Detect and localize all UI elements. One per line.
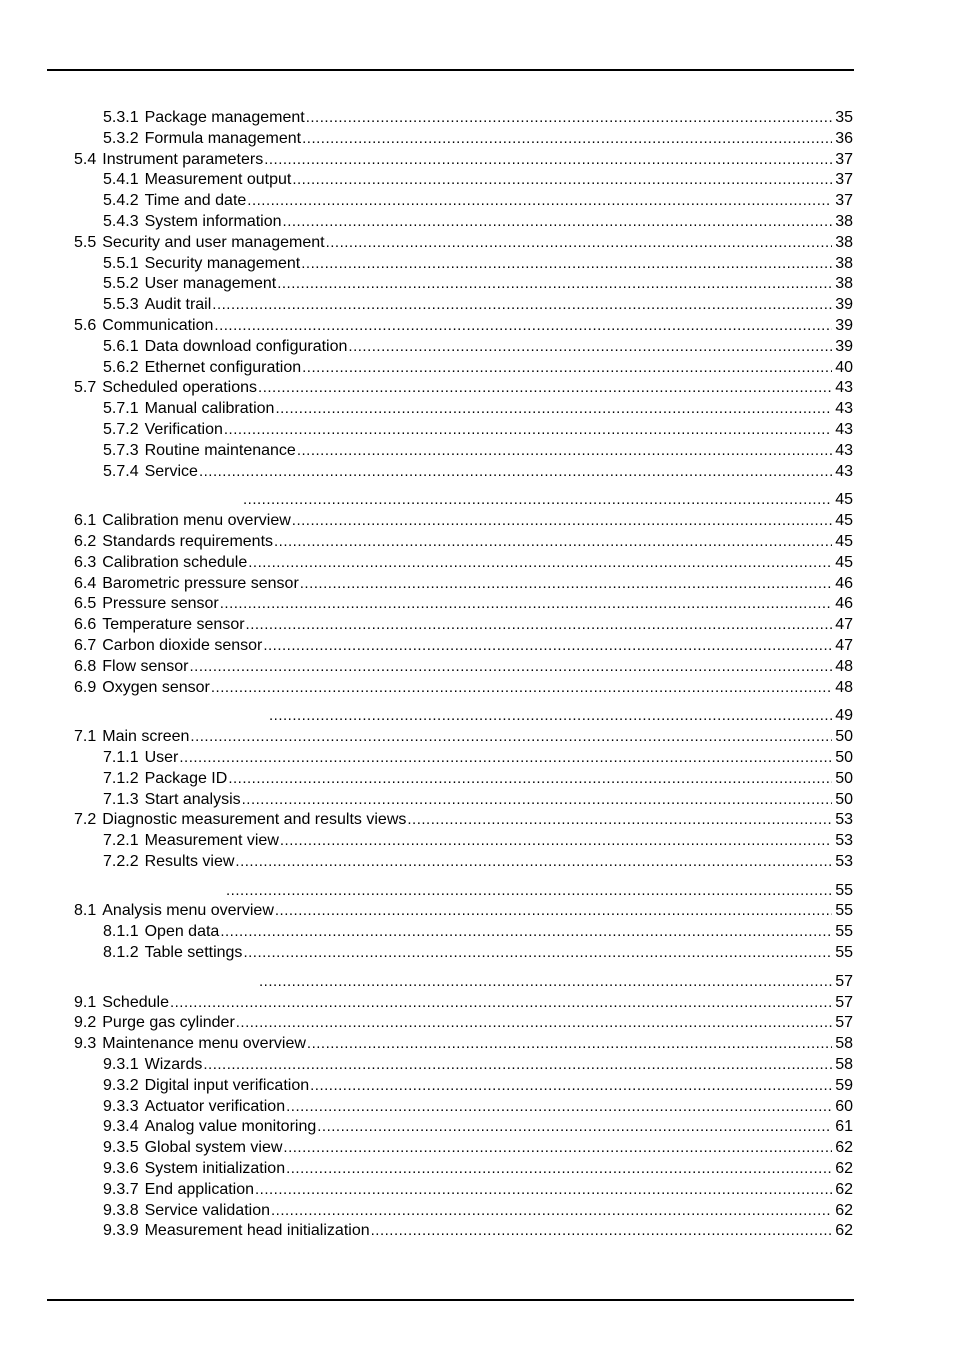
toc-entry-title: Wizards <box>144 1056 203 1074</box>
toc-entry-number: 5.4.1 <box>103 171 139 189</box>
dot-leader <box>259 972 832 993</box>
dot-leader <box>302 358 832 379</box>
dot-leader <box>226 881 832 902</box>
toc-entry[interactable] <box>0 993 954 1014</box>
toc-entry-page: 38 <box>835 275 853 293</box>
toc-entry-page: 37 <box>835 150 853 168</box>
toc-entry-page: 55 <box>835 881 853 899</box>
toc-entry-title: Service <box>144 462 198 480</box>
toc-entry-page: 38 <box>835 254 853 272</box>
toc-entry-number: 6.1 <box>74 512 97 530</box>
toc-entry-title: Purge gas cylinder <box>102 1014 235 1032</box>
toc-entry-title: Standards requirements <box>102 532 274 550</box>
toc-entry-title: Formula management <box>144 129 302 147</box>
dot-leader <box>348 337 832 358</box>
toc-entry-page: 62 <box>835 1139 853 1157</box>
toc-entry-page: 38 <box>835 212 853 230</box>
toc-entry-page: 62 <box>835 1160 853 1178</box>
dot-leader <box>292 511 832 532</box>
dot-leader <box>307 1034 832 1055</box>
toc-entry[interactable] <box>0 881 954 902</box>
toc-entry-number: 5.3.2 <box>103 129 139 147</box>
toc-entry[interactable] <box>0 295 954 316</box>
toc-entry-number: 7.2.2 <box>103 852 139 870</box>
toc-entry-number: 9.3.2 <box>103 1076 139 1094</box>
toc-entry-number: 9.3.1 <box>103 1056 139 1074</box>
toc-entry[interactable] <box>0 191 954 212</box>
toc-entry-title: Digital input verification <box>144 1076 310 1094</box>
dot-leader <box>170 993 832 1014</box>
toc-entry-page: 60 <box>835 1097 853 1115</box>
dot-leader <box>235 852 832 873</box>
toc-entry-number: 6.4 <box>74 574 97 592</box>
dot-leader <box>211 678 832 699</box>
toc-entry-page: 61 <box>835 1118 853 1136</box>
toc-entry-page: 50 <box>835 790 853 808</box>
toc-entry-title: Schedule <box>102 993 169 1011</box>
toc-entry[interactable] <box>0 108 954 129</box>
toc-entry-page: 58 <box>835 1056 853 1074</box>
toc-entry[interactable] <box>0 636 954 657</box>
dot-leader <box>407 810 832 831</box>
toc-entry[interactable] <box>0 274 954 295</box>
dot-leader <box>179 748 832 769</box>
dot-leader <box>248 553 832 574</box>
toc-entry[interactable] <box>0 594 954 615</box>
toc-entry-page: 53 <box>835 852 853 870</box>
toc-entry[interactable] <box>0 358 954 379</box>
toc-entry[interactable] <box>0 1117 954 1138</box>
dot-leader <box>212 295 832 316</box>
toc-entry[interactable] <box>0 129 954 150</box>
toc-entry-page: 39 <box>835 296 853 314</box>
toc-entry-number: 5.7 <box>74 379 97 397</box>
toc-entry-number: 5.5.1 <box>103 254 139 272</box>
toc-entry-number: 8.1.1 <box>103 923 139 941</box>
toc-entry[interactable] <box>0 420 954 441</box>
toc-entry-page: 38 <box>835 233 853 251</box>
toc-entry-title: Ethernet configuration <box>144 358 302 376</box>
toc-entry-title: Measurement output <box>144 171 292 189</box>
toc-entry-title: Results view <box>144 852 235 870</box>
toc-entry-page: 46 <box>835 595 853 613</box>
toc-entry-number: 6.9 <box>74 678 97 696</box>
toc-entry-number: 7.1.3 <box>103 790 139 808</box>
toc-entry-number: 9.3.6 <box>103 1160 139 1178</box>
toc-entry-number: 7.1.1 <box>103 748 139 766</box>
toc-entry-page: 57 <box>835 993 853 1011</box>
toc-entry-page: 46 <box>835 574 853 592</box>
toc-entry[interactable] <box>0 852 954 873</box>
dot-leader <box>269 706 832 727</box>
toc-entry[interactable] <box>0 769 954 790</box>
toc-entry-number: 8.1.2 <box>103 944 139 962</box>
toc-entry-page: 43 <box>835 462 853 480</box>
toc-entry-page: 45 <box>835 491 853 509</box>
toc-entry-page: 47 <box>835 636 853 654</box>
dot-leader <box>310 1076 832 1097</box>
toc-entry-title: Carbon dioxide sensor <box>102 636 263 654</box>
toc-entry-number: 9.2 <box>74 1014 97 1032</box>
toc-entry-title: Calibration menu overview <box>102 512 291 530</box>
toc-entry-title: Open data <box>144 923 220 941</box>
dot-leader <box>306 108 832 129</box>
dot-leader <box>283 1138 832 1159</box>
dot-leader <box>297 441 832 462</box>
toc-entry-title: Start analysis <box>144 790 241 808</box>
toc-entry-number: 9.3.8 <box>103 1201 139 1219</box>
toc-entry[interactable] <box>0 972 954 993</box>
toc-entry-page: 48 <box>835 678 853 696</box>
dot-leader <box>286 1097 832 1118</box>
toc-entry-number: 5.5.2 <box>103 275 139 293</box>
dot-leader <box>243 943 832 964</box>
dot-leader <box>203 1055 832 1076</box>
dot-leader <box>190 727 832 748</box>
toc-entry-title: Temperature sensor <box>102 616 245 634</box>
toc-entry[interactable] <box>0 1138 954 1159</box>
toc-entry-number: 8.1 <box>74 902 97 920</box>
dot-leader <box>263 636 832 657</box>
dot-leader <box>246 615 832 636</box>
dot-leader <box>228 769 832 790</box>
toc-entry-page: 50 <box>835 748 853 766</box>
toc-entry-number: 5.5 <box>74 233 97 251</box>
dot-leader <box>264 150 832 171</box>
toc-entry[interactable] <box>0 1097 954 1118</box>
toc-entry-title: Oxygen sensor <box>102 678 210 696</box>
toc-entry-page: 43 <box>835 441 853 459</box>
toc-entry[interactable] <box>0 170 954 191</box>
dot-leader <box>326 233 832 254</box>
dot-leader <box>277 274 832 295</box>
dot-leader <box>220 594 832 615</box>
toc-entry[interactable] <box>0 831 954 852</box>
toc-entry-page: 62 <box>835 1222 853 1240</box>
dot-leader <box>247 191 832 212</box>
toc-entry[interactable] <box>0 1034 954 1055</box>
toc-entry-title: Pressure sensor <box>102 595 219 613</box>
toc-entry[interactable] <box>0 1076 954 1097</box>
dot-leader <box>224 420 832 441</box>
toc-entry-title: Security and user management <box>102 233 325 251</box>
toc-entry[interactable] <box>0 1055 954 1076</box>
toc-entry-title: Security management <box>144 254 301 272</box>
toc-entry-title: System initialization <box>144 1160 286 1178</box>
dot-leader <box>280 831 832 852</box>
toc-entry[interactable] <box>0 810 954 831</box>
toc-entry[interactable] <box>0 706 954 727</box>
header-rule <box>47 69 854 71</box>
toc-entry-title: Service validation <box>144 1201 270 1219</box>
dot-leader <box>271 1201 832 1222</box>
toc-entry-number: 6.2 <box>74 532 97 550</box>
dot-leader <box>214 316 832 337</box>
toc-entry-page: 57 <box>835 1014 853 1032</box>
toc-entry-number: 5.6.2 <box>103 358 139 376</box>
toc-entry-title: Analysis menu overview <box>102 902 274 920</box>
toc-entry[interactable] <box>0 441 954 462</box>
footer-rule <box>47 1299 854 1301</box>
toc-entry-page: 43 <box>835 400 853 418</box>
toc-entry-number: 7.1 <box>74 728 97 746</box>
dot-leader <box>286 1159 832 1180</box>
toc-entry-page: 57 <box>835 972 853 990</box>
toc-entry-page: 55 <box>835 902 853 920</box>
toc-entry-page: 43 <box>835 420 853 438</box>
toc-entry-number: 6.7 <box>74 636 97 654</box>
toc-entry-page: 39 <box>835 316 853 334</box>
toc-entry[interactable] <box>0 233 954 254</box>
toc-entry-number: 5.7.3 <box>103 441 139 459</box>
toc-entry-number: 5.3.1 <box>103 109 139 126</box>
toc-entry-page: 43 <box>835 379 853 397</box>
toc-entry-number: 9.3 <box>74 1035 97 1053</box>
toc-entry-number: 5.7.2 <box>103 420 139 438</box>
dot-leader <box>300 574 832 595</box>
toc-entry-page: 59 <box>835 1076 853 1094</box>
toc-entry-number: 6.3 <box>74 553 97 571</box>
toc-entry[interactable] <box>0 748 954 769</box>
toc-entry-page: 45 <box>835 512 853 530</box>
toc-entry-number: 9.3.4 <box>103 1118 139 1136</box>
toc-entry[interactable] <box>0 150 954 171</box>
toc-entry-number: 5.5.3 <box>103 296 139 314</box>
toc-entry-title: Maintenance menu overview <box>102 1035 306 1053</box>
dot-leader <box>243 490 832 511</box>
toc-entry-page: 48 <box>835 657 853 675</box>
toc-entry-page: 45 <box>835 532 853 550</box>
toc-entry[interactable] <box>0 615 954 636</box>
toc-entry-page: 58 <box>835 1035 853 1053</box>
dot-leader <box>258 378 832 399</box>
toc-entry-page: 37 <box>835 171 853 189</box>
toc-entry-title: Communication <box>102 316 214 334</box>
dot-leader <box>302 129 832 150</box>
toc-entry-page: 36 <box>835 129 853 147</box>
toc-entry-title: Verification <box>144 420 223 438</box>
toc-entry-page: 49 <box>835 707 853 725</box>
dot-leader <box>274 532 832 553</box>
toc-entry[interactable] <box>0 462 954 483</box>
toc-entry-number: 7.2.1 <box>103 832 139 850</box>
toc-entry-number: 5.4.2 <box>103 192 139 210</box>
dot-leader <box>255 1180 832 1201</box>
toc-entry-title: Main screen <box>102 728 190 746</box>
toc-entry[interactable] <box>0 337 954 358</box>
toc-entry[interactable] <box>0 490 954 511</box>
toc-entry-page: 39 <box>835 337 853 355</box>
toc-entry-number: 5.7.4 <box>103 462 139 480</box>
toc-entry-number: 7.2 <box>74 811 97 829</box>
toc-entry-number: 5.7.1 <box>103 400 139 418</box>
toc-entry[interactable] <box>0 212 954 233</box>
toc-entry-title: Barometric pressure sensor <box>102 574 299 592</box>
dot-leader <box>236 1013 832 1034</box>
toc-entry-title: Package ID <box>144 769 228 787</box>
toc-entry-page: 37 <box>835 192 853 210</box>
toc-entry-page: 62 <box>835 1201 853 1219</box>
toc-entry-title: Global system view <box>144 1139 283 1157</box>
toc-entry[interactable] <box>0 657 954 678</box>
toc-entry[interactable] <box>0 1013 954 1034</box>
table-of-contents <box>0 108 954 1242</box>
dot-leader <box>301 254 832 275</box>
dot-leader <box>220 922 832 943</box>
toc-entry-page: 40 <box>835 358 853 376</box>
dot-leader <box>190 657 833 678</box>
toc-entry-title: Package management <box>144 109 305 126</box>
dot-leader <box>317 1117 832 1138</box>
toc-entry-title: Calibration schedule <box>102 553 248 571</box>
dot-leader <box>242 790 832 811</box>
toc-entry[interactable] <box>0 1201 954 1222</box>
toc-entry[interactable] <box>0 532 954 553</box>
dot-leader <box>275 399 832 420</box>
toc-entry-number: 5.4.3 <box>103 212 139 230</box>
toc-entry-title: Instrument parameters <box>102 150 264 168</box>
toc-entry-number: 9.1 <box>74 993 97 1011</box>
toc-entry-number: 7.1.2 <box>103 769 139 787</box>
toc-entry[interactable] <box>0 790 954 811</box>
toc-entry-title: Measurement head initialization <box>144 1222 370 1240</box>
toc-entry[interactable] <box>0 254 954 275</box>
toc-entry[interactable] <box>0 378 954 399</box>
toc-entry-page: 55 <box>835 923 853 941</box>
toc-entry-page: 55 <box>835 944 853 962</box>
toc-entry[interactable] <box>0 316 954 337</box>
toc-entry-title: End application <box>144 1180 255 1198</box>
toc-entry-number: 5.4 <box>74 150 97 168</box>
toc-entry-number: 5.6.1 <box>103 337 139 355</box>
toc-entry[interactable] <box>0 678 954 699</box>
toc-entry[interactable] <box>0 1159 954 1180</box>
toc-entry[interactable] <box>0 901 954 922</box>
toc-entry-page: 47 <box>835 616 853 634</box>
toc-entry-page: 50 <box>835 769 853 787</box>
toc-entry-title: Measurement view <box>144 832 279 850</box>
toc-entry[interactable] <box>0 399 954 420</box>
toc-entry[interactable] <box>0 1221 954 1242</box>
toc-entry-number: 6.5 <box>74 595 97 613</box>
toc-entry-number: 5.6 <box>74 316 97 334</box>
toc-entry-title: User <box>144 748 179 766</box>
dot-leader <box>275 901 832 922</box>
toc-entry-number: 9.3.7 <box>103 1180 139 1198</box>
toc-entry[interactable] <box>0 943 954 964</box>
toc-entry[interactable] <box>0 574 954 595</box>
toc-entry-number: 6.6 <box>74 616 97 634</box>
toc-entry-title: Data download configuration <box>144 337 348 355</box>
toc-entry-page: 45 <box>835 553 853 571</box>
toc-entry[interactable] <box>0 553 954 574</box>
toc-entry-page: 62 <box>835 1180 853 1198</box>
toc-entry-title: Routine maintenance <box>144 441 296 459</box>
toc-entry-page: 53 <box>835 811 853 829</box>
toc-entry-title: Diagnostic measurement and results views <box>102 811 407 829</box>
toc-entry-title: System information <box>144 212 282 230</box>
toc-entry-title: Actuator verification <box>144 1097 286 1115</box>
toc-entry-number: 9.3.9 <box>103 1222 139 1240</box>
toc-entry-title: User management <box>144 275 277 293</box>
toc-entry-title: Analog value monitoring <box>144 1118 317 1136</box>
dot-leader <box>371 1221 832 1242</box>
dot-leader <box>283 212 832 233</box>
toc-entry-title: Manual calibration <box>144 400 275 418</box>
toc-entry-title: Flow sensor <box>102 657 189 675</box>
toc-entry-page: 50 <box>835 728 853 746</box>
toc-entry-title: Table settings <box>144 944 243 962</box>
toc-entry[interactable] <box>0 727 954 748</box>
toc-entry-number: 9.3.3 <box>103 1097 139 1115</box>
toc-entry[interactable] <box>0 922 954 943</box>
dot-leader <box>199 462 832 483</box>
toc-entry-page: 35 <box>835 109 853 126</box>
toc-entry-title: Time and date <box>144 192 247 210</box>
toc-entry-title: Scheduled operations <box>102 379 258 397</box>
toc-entry-page: 53 <box>835 832 853 850</box>
toc-entry-title: Audit trail <box>144 296 212 314</box>
toc-entry[interactable] <box>0 511 954 532</box>
toc-entry-number: 6.8 <box>74 657 97 675</box>
toc-entry[interactable] <box>0 1180 954 1201</box>
dot-leader <box>292 170 832 191</box>
toc-entry-number: 9.3.5 <box>103 1139 139 1157</box>
